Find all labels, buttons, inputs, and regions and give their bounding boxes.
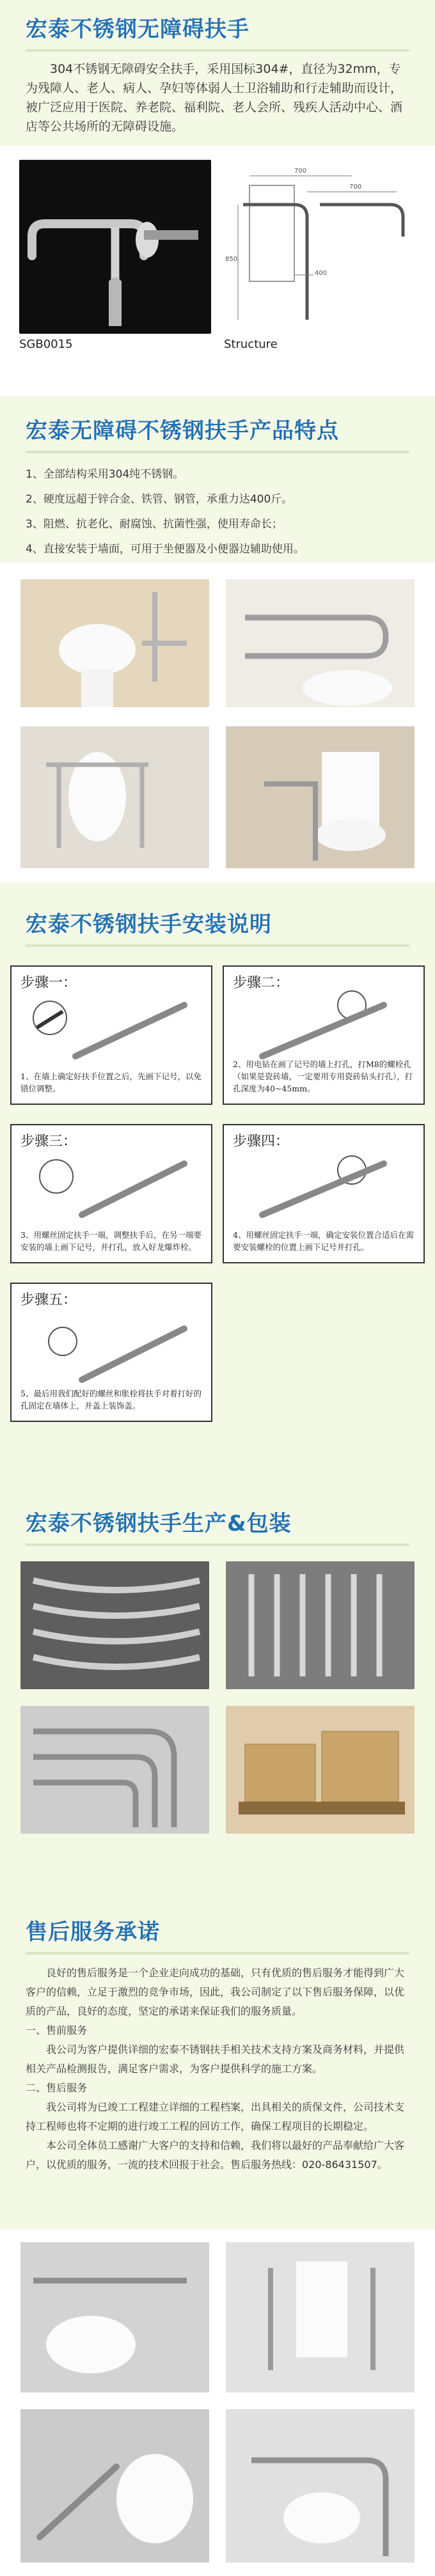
urinal-photo [20, 726, 209, 868]
title-underline [26, 1952, 409, 1955]
dim-label-400: 400 [315, 270, 328, 277]
step-label: 步骤四： [233, 1134, 290, 1150]
toilet-grab-bar-photo [226, 579, 415, 707]
production-photo-bars [20, 1561, 209, 1689]
step-text: 5、最后用我们配好的螺丝和胀栓将扶手对着打好的孔固定在墙体上，并盖上装饰盖。 [20, 1389, 202, 1410]
step-card-5 [10, 1283, 212, 1422]
pre-sales-heading: 一、售前服务 [26, 2024, 88, 2036]
bottom-photo-3 [20, 2409, 209, 2563]
intro-title: 宏泰不锈钢无障碍扶手 [26, 17, 249, 42]
after-sales-text: 我公司将为已竣工工程建立详细的工程档案，出具相关的质保文件，公司技术支持工程师也将不定期的进行竣工工程的回访工作，确保工程项目的长期稳定。 [26, 2101, 405, 2132]
bottom-photo-1 [20, 2242, 209, 2393]
feature-item: 1、全部结构采用304纯不锈钢。 [26, 468, 184, 481]
product-images [0, 146, 435, 396]
service-section [0, 1893, 435, 2229]
service-intro: 良好的售后服务是一个企业走向成功的基础，只有优质的售后服务才能得到广大客户的信赖，立足于激烈的竞争市场，因此，我公司制定了以下售后服务保障，以优质的产品，良好的态度，坚定的承诺来保证我们的服务质量。 [26, 1967, 405, 2017]
step-card-2 [223, 965, 425, 1105]
bottom-photo-2 [226, 2242, 415, 2393]
after-sales-heading: 二、售后服务 [26, 2082, 88, 2094]
production-section [0, 1487, 435, 1893]
intro-section [0, 0, 435, 146]
production-photo-stacked [226, 1561, 415, 1689]
feature-list [0, 453, 435, 562]
step-card-3 [10, 1124, 212, 1263]
bottom-photos [0, 2229, 435, 2576]
intro-paragraph: 304不锈钢无障碍安全扶手，采用国标304#，直径为32mm，专为残障人、老人、病人、孕妇等体弱人士卫浴辅助和行走辅助而设计，被广泛应用于医院、养老院、福利院、老人会所、残疾人活动中心、酒店等公共场所的无障碍设施。 [26, 62, 403, 134]
title-underline [26, 944, 409, 947]
step-text: 3、用螺丝固定扶手一端，调整扶手后，在另一端要安装的墙上画下记号，并打孔，放入好龙爆炸栓。 [20, 1230, 202, 1252]
step-label: 步骤二： [233, 975, 290, 991]
install-section [0, 882, 435, 1487]
title-underline [26, 1543, 409, 1546]
structure-caption: Structure [224, 338, 278, 351]
dim-label-700a: 700 [294, 168, 307, 175]
model-caption: SGB0015 [19, 338, 73, 351]
bathroom-photo [226, 726, 415, 868]
toilet-photo [20, 579, 209, 707]
dim-label-700b: 700 [349, 183, 362, 191]
pre-sales-text: 我公司为客户提供详细的宏泰不锈钢扶手相关技术支持方案及商务材料，并提供相关产品检测报告，满足客户需求，为客户提供科学的施工方案。 [26, 2043, 405, 2075]
step-label: 步骤三： [20, 1134, 77, 1150]
bottom-photo-4 [226, 2409, 415, 2563]
feature-item: 2、硬度远超于锌合金、铁管、钢管，承重力达400斤。 [26, 493, 293, 506]
features-section [0, 396, 435, 563]
product-photo-black [19, 160, 211, 334]
step-label: 步骤一： [20, 975, 77, 991]
dim-label-850: 850 [225, 256, 238, 263]
step-card-4 [223, 1124, 425, 1263]
features-title: 宏泰无障碍不锈钢扶手产品特点 [26, 418, 339, 444]
packaging-photo-boxes [226, 1706, 415, 1834]
step-text: 4、用螺丝固定扶手一端，确定安装位置合适后在需要安装螺栓的位置上画下记号并打孔。 [233, 1230, 414, 1252]
feature-item: 4、直接安装于墙面，可用于坐便器及小便器边辅助使用。 [26, 543, 304, 556]
step-card-1 [10, 965, 212, 1105]
production-photo-bent [20, 1706, 209, 1834]
production-title: 宏泰不锈钢扶手生产&包装 [26, 1511, 292, 1536]
structure-diagram [224, 160, 416, 334]
install-title: 宏泰不锈钢扶手安装说明 [26, 912, 272, 937]
feature-item: 3、阻燃、抗老化、耐腐蚀、抗菌性强，使用寿命长； [26, 518, 283, 531]
usage-photos [0, 563, 435, 882]
step-text: 2、用电钻在画了记号的墙上打孔，打M8的螺栓孔（如果是瓷砖墙，一定要用专用瓷砖钻头打孔），打孔深度为40~45mm。 [233, 1059, 413, 1093]
service-title: 售后服务承诺 [26, 1919, 160, 1945]
service-hotline-text: 本公司全体员工感谢广大客户的支持和信赖，我们将以最好的产品奉献给广大客户，以优质的服务，一流的技术回报于社会。售后服务热线：020-86431507。 [26, 2139, 405, 2171]
step-label: 步骤五： [20, 1292, 77, 1308]
step-text: 1、在墙上确定好扶手位置之后，先画下记号，以免错位调整。 [20, 1072, 202, 1093]
